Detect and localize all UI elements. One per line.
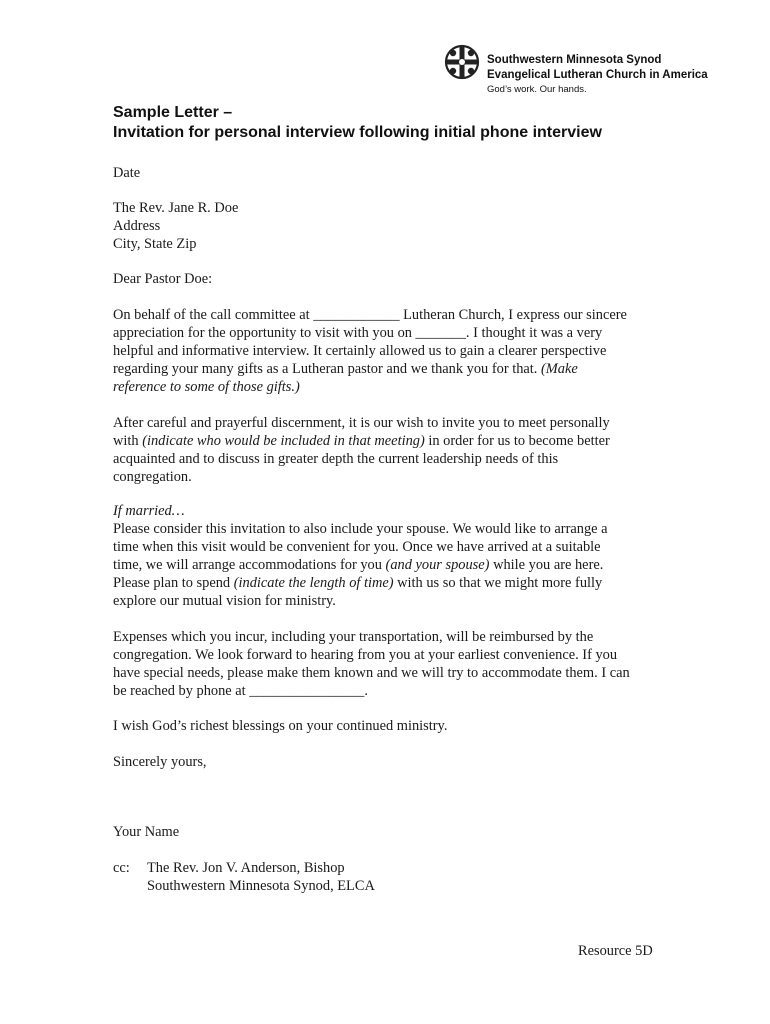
paragraph-line: have special needs, please make them known and we will try to accommodate them. I can xyxy=(113,665,630,681)
paragraph-1 xyxy=(113,306,673,396)
paragraph-line: acquainted and to discuss in greater depth the current leadership needs of this xyxy=(113,451,559,467)
paragraph-line: be reached by phone at ________________. xyxy=(113,683,368,699)
synod-logo xyxy=(444,44,734,96)
paragraph-text: with xyxy=(113,433,143,449)
instruction-italic: (indicate the length of time) xyxy=(233,575,394,591)
paragraph-4 xyxy=(113,628,673,700)
paragraph-line xyxy=(113,360,673,378)
title-line-2: Invitation for personal interview following initial phone interview xyxy=(113,124,602,141)
instruction-italic: (and your spouse) xyxy=(385,557,490,573)
blessing-text: I wish God’s richest blessings on your continued ministry. xyxy=(113,718,448,734)
paragraph-text: Please plan to spend xyxy=(113,575,234,591)
paragraph-line xyxy=(113,432,673,450)
paragraph-3 xyxy=(113,502,673,610)
paragraph-line: time when this visit would be convenient for you. Once we have arrived at a suitable xyxy=(113,539,601,555)
paragraph-line: congregation. xyxy=(113,469,192,485)
date-line xyxy=(113,164,673,182)
paragraph-text: regarding your many gifts as a Lutheran pastor and we thank you for that. xyxy=(113,361,541,377)
paragraph-line: On behalf of the call committee at ____________ Lutheran Church, I express our sincere xyxy=(113,307,627,323)
letter-title xyxy=(113,103,602,143)
closing-text: Sincerely yours, xyxy=(113,754,207,770)
recipient-address xyxy=(113,199,673,253)
instruction-italic: (indicate who would be included in that meeting) xyxy=(142,433,425,449)
date-text: Date xyxy=(113,165,141,181)
paragraph-text: in order for us to become better xyxy=(424,433,610,449)
recipient-name: The Rev. Jane R. Doe xyxy=(113,200,239,216)
paragraph-line xyxy=(113,574,673,592)
instruction-italic: (Make xyxy=(541,361,578,377)
paragraph-line: congregation. We look forward to hearing from you at your earliest convenience. If you xyxy=(113,647,618,663)
instruction-italic: reference to some of those gifts.) xyxy=(113,379,300,395)
cc-line-1: The Rev. Jon V. Anderson, Bishop xyxy=(147,860,345,876)
paragraph-line xyxy=(113,556,673,574)
logo-tagline: God’s work. Our hands. xyxy=(487,84,587,95)
cc-line-2: Southwestern Minnesota Synod, ELCA xyxy=(147,878,375,894)
paragraph-text: while you are here. xyxy=(489,557,604,573)
title-line-1: Sample Letter – xyxy=(113,104,233,121)
resource-label: Resource 5D xyxy=(578,943,653,959)
if-married-heading: If married… xyxy=(113,503,185,519)
paragraph-line: helpful and informative interview. It certainly allowed us to gain a clearer perspective xyxy=(113,343,607,359)
paragraph-line: Please consider this invitation to also include your spouse. We would like to arrange a xyxy=(113,521,608,537)
elca-cross-emblem-icon xyxy=(444,44,480,80)
recipient-city: City, State Zip xyxy=(113,236,197,252)
closing xyxy=(113,753,673,771)
paragraph-line: explore our mutual vision for ministry. xyxy=(113,593,336,609)
recipient-street: Address xyxy=(113,218,161,234)
cc-recipients xyxy=(147,859,375,895)
paragraph-line: Expenses which you incur, including your transportation, will be reimbursed by the xyxy=(113,629,594,645)
salutation xyxy=(113,270,673,288)
signature xyxy=(113,823,673,841)
cc-label: cc: xyxy=(113,860,130,876)
paragraph-line: appreciation for the opportunity to visit with you on _______. I thought it was a very xyxy=(113,325,603,341)
paragraph-line: After careful and prayerful discernment, it is our wish to invite you to meet personally xyxy=(113,415,610,431)
signature-name: Your Name xyxy=(113,824,180,840)
salutation-text: Dear Pastor Doe: xyxy=(113,271,213,287)
paragraph-5 xyxy=(113,717,673,735)
paragraph-text: time, we will arrange accommodations for you xyxy=(113,557,386,573)
paragraph-text: with us so that we might more fully xyxy=(393,575,603,591)
logo-church-name: Evangelical Lutheran Church in America xyxy=(487,69,708,81)
logo-synod-name: Southwestern Minnesota Synod xyxy=(487,54,662,66)
paragraph-2 xyxy=(113,414,673,486)
